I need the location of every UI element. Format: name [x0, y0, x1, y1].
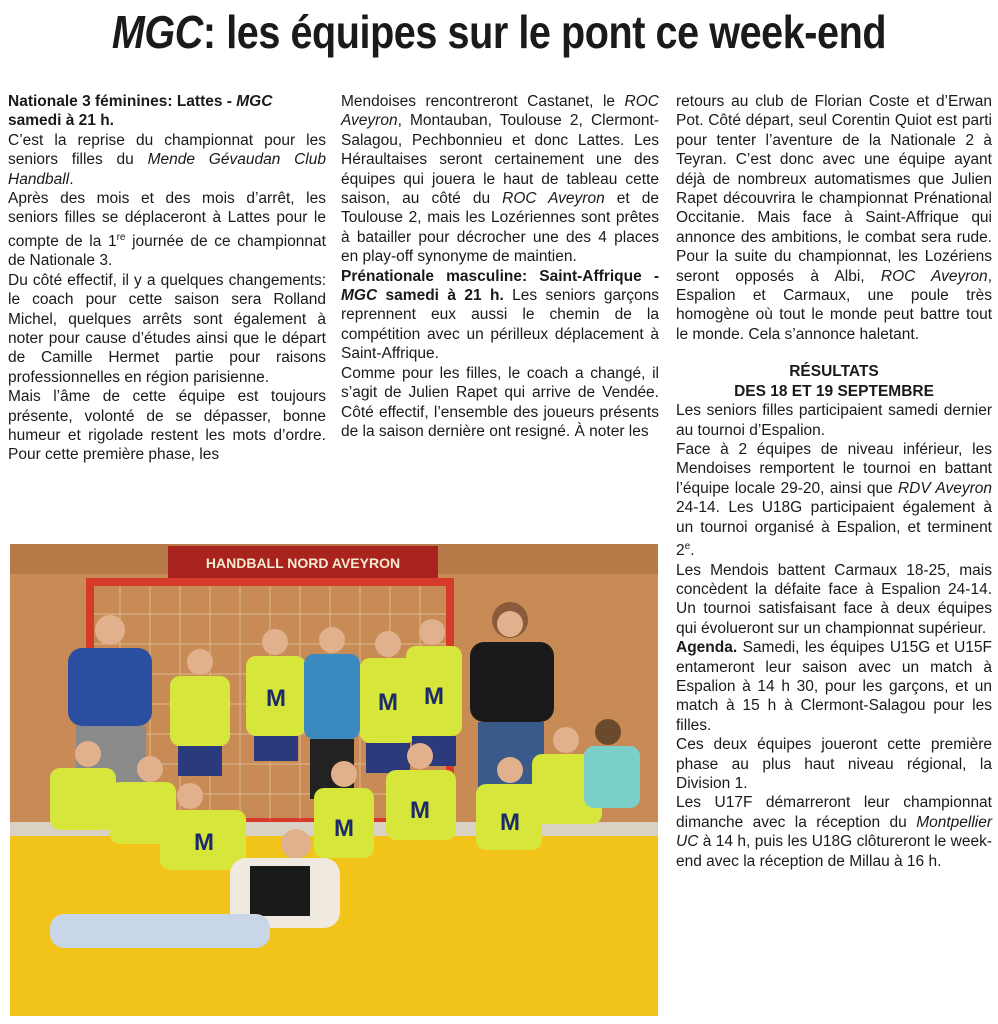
paragraph-text: Du côté effectif, il y a quelques changements: le coach pour cette saison sera Rolland Michel, quelques arrêts sont également à noter pour cause d’études ainsi que le départ de Camille Hermet partie pour raisons professionnelles en région parisienne. [8, 271, 326, 386]
ordinal-sup: e [684, 540, 691, 552]
headline-text: : les équipes sur le pont ce week-end [202, 6, 887, 58]
club-name: Mende Gévaudan Club Handball [8, 151, 326, 188]
article-column-2 [341, 92, 659, 441]
paragraph-text: , Montauban, Toulouse 2, Clermont-Salagou, Pechbonnieu et donc Lattes. Les Héraultaises seront certainement une des équipes qui jouera le haut de tableau cette saison, au côté du [341, 112, 659, 208]
paragraph-text: Comme pour les filles, le coach a changé, il s’agit de Julien Rapet qui arrive de Vendée. Côté effectif, l’ensemble des joueurs présents de la saison dernière ont resigné. À noter les [341, 364, 659, 440]
jersey-logo: M [266, 685, 286, 712]
club-name: Montpellier UC [676, 813, 992, 851]
results-date: DES 18 ET 19 SEPTEMBRE [734, 382, 934, 400]
heading-time: samedi à 21 h. [8, 112, 114, 130]
team-photo [10, 544, 658, 1016]
jersey-logo: M [334, 815, 354, 842]
paragraph-text: retours au club de Florian Coste et d’Erwan Pot. Côté départ, seul Corentin Quiot est parti pour tenter l’aventure de la Nationale 2 à Teyran. C’est donc avec une équipe ayant déjà de nombreux automatismes que Julien Rapet découvrira le championnat Prénational Occitanie. Mais face à Saint-Affrique qui annonce des ambitions, le combat sera rude. Pour la suite du championnat, les Lozériens seront opposés à Albi, [676, 93, 992, 285]
paragraph-text: C’est la reprise du championnat pour les seniors filles du [8, 131, 326, 169]
paragraph-text: Mais l’âme de cette équipe est toujours présente, volonté de se dépasser, bonne humeur et rigolade restent les mots d’ordre. Pour cette première phase, les [8, 388, 326, 464]
jersey-logo: M [378, 689, 398, 716]
paragraph-text: Mendoises rencontreront Castanet, le [341, 93, 625, 110]
jersey-logo: M [194, 829, 214, 856]
results-title: RÉSULTATS [789, 363, 879, 381]
paragraph-text: Après des mois et des mois d’arrêt, les seniors filles se déplaceront à Lattes pour le compte de la 1 [8, 190, 326, 250]
section-heading-n3: Nationale 3 féminines: Lattes - [8, 93, 237, 110]
jersey-logo: M [410, 797, 430, 824]
paragraph-text: , Espalion et Carmaux, une poule très homogène où tout le monde peut battre tout le monde. Cela s’annonce haletant. [676, 267, 992, 343]
results-heading [676, 362, 992, 401]
paragraph-text: . [69, 170, 74, 188]
paragraph-text: Face à 2 équipes de niveau inférieur, les Mendoises remportent le tournoi en battant l’équipe locale 29-20, ainsi que [676, 440, 992, 497]
banner-text: HANDBALL NORD AVEYRON [205, 555, 401, 571]
club-name: RDV Aveyron [897, 479, 992, 497]
paragraph-text: Les seniors filles participaient samedi dernier au tournoi d’Espalion. [676, 402, 992, 439]
jersey-logo: M [424, 683, 444, 710]
paragraph-text: Les Mendois battent Carmaux 18-25, mais concèdent la défaite face à Espalion 24-14. Un tournoi satisfaisant face à deux équipes qui évolueront sur un championnat supérieur. [676, 561, 992, 637]
paragraph-text: . [690, 542, 695, 560]
paragraph-text: Ces deux équipes joueront cette première phase au plus haut niveau régional, la Division 1. [676, 736, 992, 792]
club-name: ROC Aveyron [880, 267, 988, 285]
paragraph-text: Les seniors garçons reprennent eux aussi le chemin de la compétition avec un périlleux déplacement à Saint-Affrique. [341, 287, 659, 363]
paragraph-text: et de Toulouse 2, mais les Lozériennes sont prêtes à batailler pour décrocher une des 4 places en play-off synonyme de maintien. [341, 190, 660, 266]
article-column-1 [8, 92, 326, 465]
heading-brand: MGC [236, 93, 273, 110]
headline-brand: MGC [111, 6, 203, 58]
paragraph-text: 24-14. Les U18G participaient également à un tournoi organisé à Espalion, et terminent 2 [676, 499, 992, 560]
paragraph-text: Samedi, les équipes U15G et U15F entameront leur saison avec un match à Espalion à 14 h 30, pour les garçons, et un match à 15 h à Clermont-Salagou pour les filles. [676, 639, 992, 734]
paragraph-text: à 14 h, puis les U18G clôtureront le week-end avec la réception de Millau à 16 h. [676, 833, 992, 870]
heading-brand: MGC [341, 287, 378, 305]
headline [70, 4, 928, 60]
agenda-label: Agenda. [676, 639, 738, 657]
paragraph-text: Les U17F démarreront leur championnat dimanche avec la réception du [676, 794, 992, 831]
club-name: ROC Aveyron [502, 190, 605, 208]
paragraph-text: journée de ce championnat de Nationale 3. [8, 233, 326, 270]
article-column-3 [676, 92, 992, 871]
club-name: ROC Aveyron [341, 93, 659, 130]
section-heading-prenational: Prénationale masculine: Saint-Affrique - [341, 267, 659, 285]
heading-time: samedi à 21 h. [377, 287, 504, 305]
jersey-logo: M [500, 809, 520, 836]
ordinal-sup: re [116, 231, 126, 243]
team-photo-illustration [10, 544, 658, 1016]
